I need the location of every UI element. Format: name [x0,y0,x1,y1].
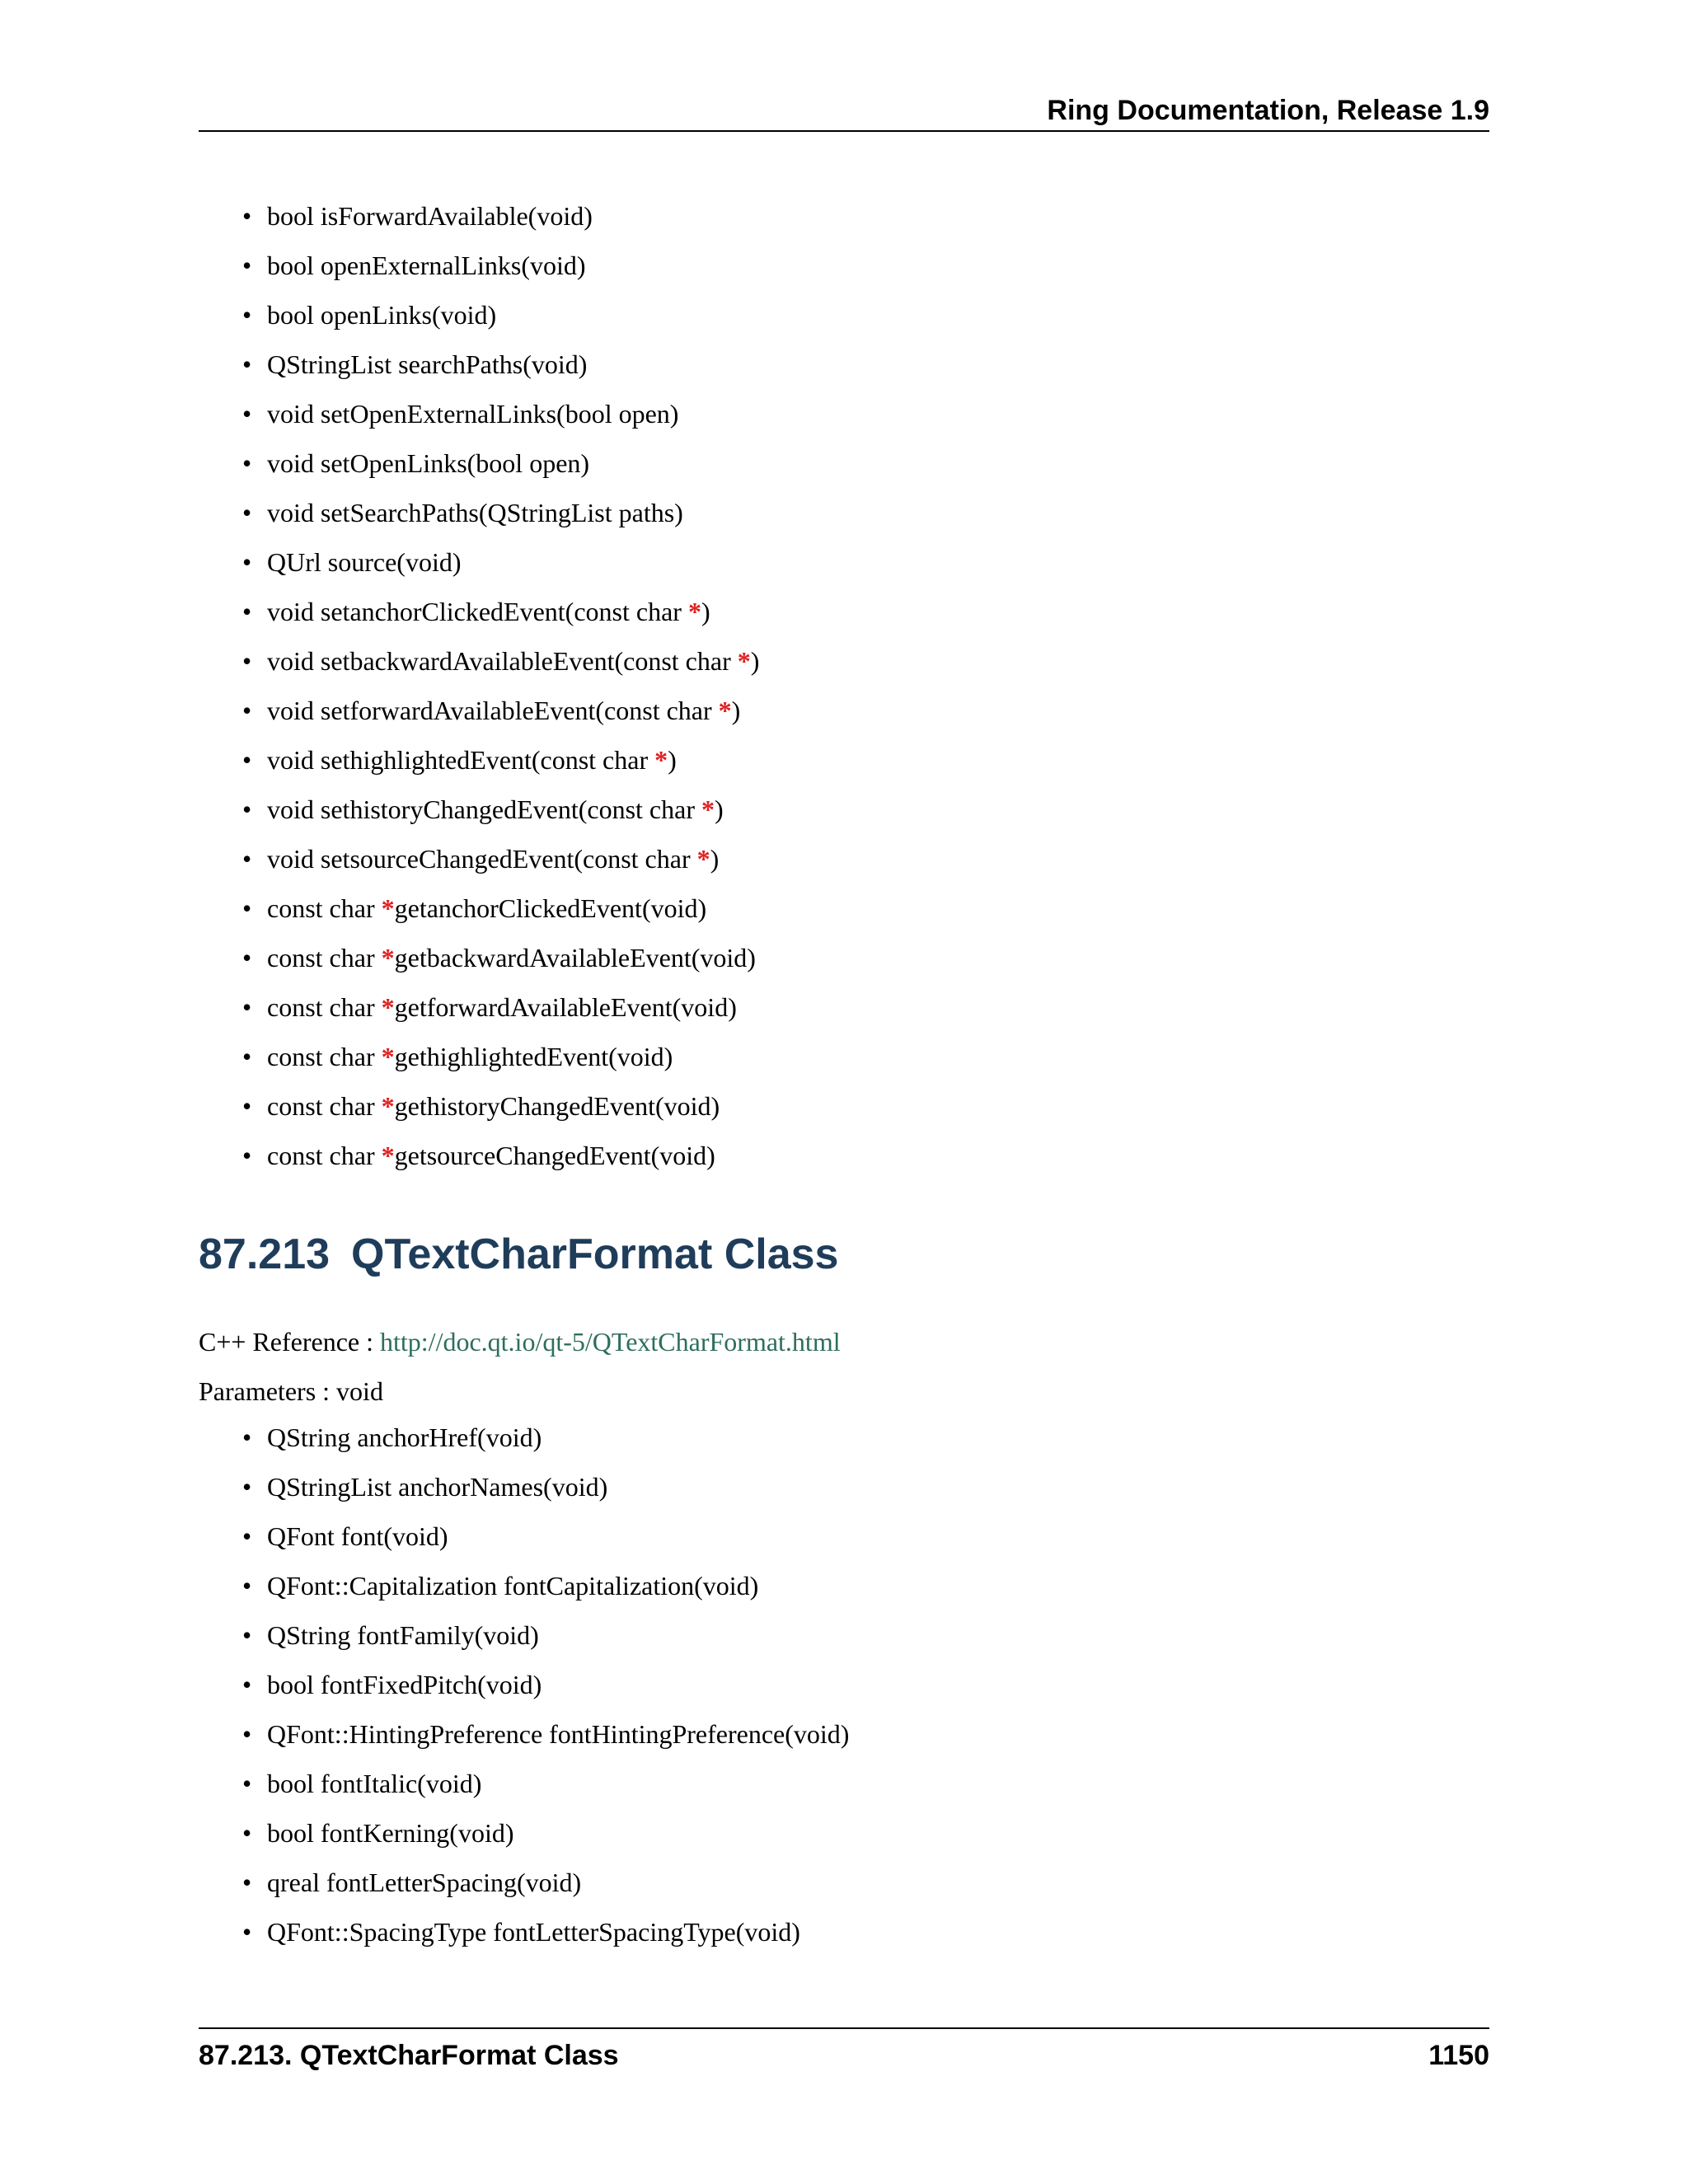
bullet-icon: • [242,1091,252,1121]
pointer-asterisk: * [381,1141,395,1170]
bullet-icon: • [242,399,252,429]
list-item-text: qreal fontLetterSpacing(void) [267,1868,582,1897]
bullet-icon: • [242,251,252,280]
reference-label: C++ Reference : [199,1327,380,1357]
page-number: 1150 [1428,2040,1489,2071]
list-item-text: void setsourceChangedEvent(const char *) [267,844,720,874]
list-item-text: QFont font(void) [267,1521,448,1551]
list-item-text: bool openExternalLinks(void) [267,251,586,280]
list-item-text: void sethistoryChangedEvent(const char *) [267,794,724,824]
pointer-asterisk: * [701,794,715,824]
bullet-icon: • [242,1670,252,1699]
bullet-icon: • [242,844,252,874]
bullet-icon: • [242,696,252,725]
pointer-asterisk: * [654,745,668,775]
list-item-text: bool openLinks(void) [267,300,497,330]
bullet-icon: • [242,1042,252,1071]
bullet-icon: • [242,1769,252,1798]
bullet-icon: • [242,1818,252,1848]
list-item-text: bool isForwardAvailable(void) [267,201,593,231]
bullet-icon: • [242,794,252,824]
bullet-icon: • [242,646,252,676]
bullet-icon: • [242,597,252,626]
list-item-text: bool fontKerning(void) [267,1818,514,1848]
bullet-icon: • [242,1472,252,1502]
list-item-text: QUrl source(void) [267,547,462,577]
bullet-icon: • [242,1868,252,1897]
bullet-icon: • [242,1141,252,1170]
list-item-text: QFont::SpacingType fontLetterSpacingType(void) [267,1917,800,1947]
pointer-asterisk: * [687,597,701,626]
bullet-icon: • [242,1571,252,1601]
bullet-icon: • [242,992,252,1022]
bullet-icon: • [242,349,252,379]
list-item-text: const char *getsourceChangedEvent(void) [267,1141,715,1170]
bullet-icon: • [242,943,252,972]
list-item-text: const char *getbackwardAvailableEvent(void) [267,943,756,972]
pointer-asterisk: * [718,696,732,725]
list-item-text: void setbackwardAvailableEvent(const char *) [267,646,760,676]
list-item-text: void setOpenLinks(bool open) [267,448,590,478]
list-item-text: QStringList anchorNames(void) [267,1472,608,1502]
pointer-asterisk: * [381,943,395,972]
pointer-asterisk: * [737,646,751,676]
list-item-text: QString fontFamily(void) [267,1620,539,1650]
pointer-asterisk: * [381,992,395,1022]
bullet-icon: • [242,893,252,923]
list-item-text: QFont::HintingPreference fontHintingPreference(void) [267,1719,850,1749]
list-item-text: bool fontItalic(void) [267,1769,482,1798]
section-heading [199,1228,838,1281]
bullet-icon: • [242,1422,252,1452]
list-item-text: bool fontFixedPitch(void) [267,1670,542,1699]
page-footer [199,2027,1489,2079]
document-title: Ring Documentation, Release 1.9 [1047,95,1489,126]
list-item-text: void sethighlightedEvent(const char *) [267,745,677,775]
list-item-text: const char *gethighlightedEvent(void) [267,1042,673,1071]
footer-section-label: 87.213. QTextCharFormat Class [199,2040,619,2071]
list-item-text: QString anchorHref(void) [267,1422,542,1452]
pointer-asterisk: * [381,893,395,923]
pointer-asterisk: * [696,844,710,874]
pointer-asterisk: * [381,1091,395,1121]
list-item-text: void setOpenExternalLinks(bool open) [267,399,679,429]
bullet-icon: • [242,547,252,577]
page-header [199,91,1489,132]
section-number: 87.213 [199,1230,331,1278]
list-item-text: const char *getforwardAvailableEvent(void) [267,992,737,1022]
pointer-asterisk: * [381,1042,395,1071]
bullet-icon: • [242,201,252,231]
list-item-text: void setanchorClickedEvent(const char *) [267,597,710,626]
bullet-icon: • [242,1917,252,1947]
bullet-icon: • [242,745,252,775]
list-item-text: void setforwardAvailableEvent(const char *) [267,696,741,725]
list-item-text: QFont::Capitalization fontCapitalization(void) [267,1571,759,1601]
reference-link[interactable]: http://doc.qt.io/qt-5/QTextCharFormat.html [380,1327,841,1357]
bullet-icon: • [242,1719,252,1749]
bullet-icon: • [242,448,252,478]
list-item-text: const char *gethistoryChangedEvent(void) [267,1091,720,1121]
cpp-reference [199,1324,841,1360]
bullet-icon: • [242,1620,252,1650]
section-title: QTextCharFormat Class [351,1230,839,1278]
list-item-text: void setSearchPaths(QStringList paths) [267,498,683,527]
list-item-text: QStringList searchPaths(void) [267,349,588,379]
bullet-icon: • [242,498,252,527]
bullet-icon: • [242,1521,252,1551]
list-item-text: const char *getanchorClickedEvent(void) [267,893,707,923]
parameters-line: Parameters : void [199,1376,383,1406]
bullet-icon: • [242,300,252,330]
